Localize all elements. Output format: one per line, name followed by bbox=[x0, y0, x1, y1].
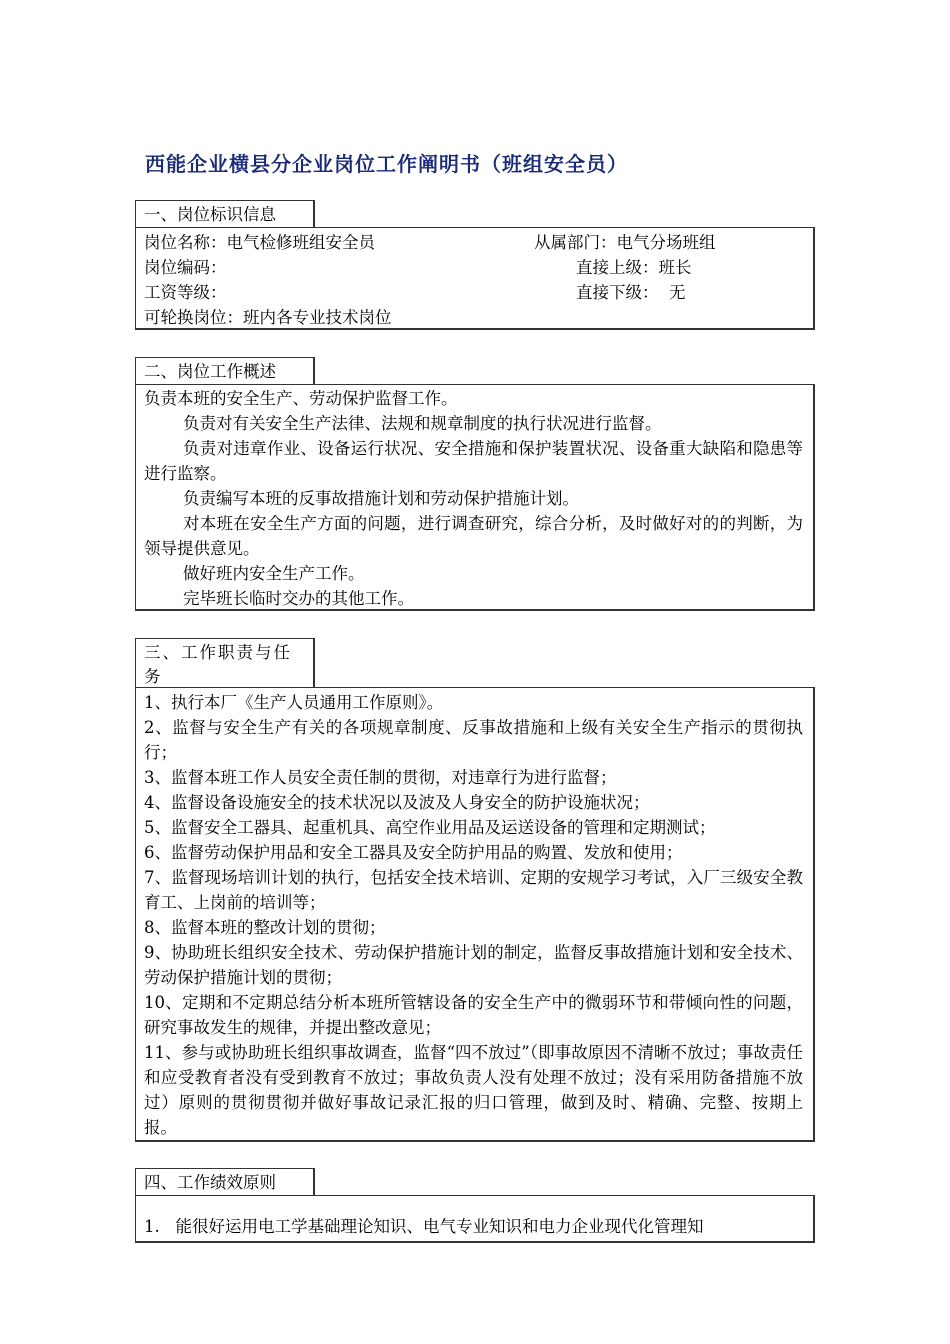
pay-grade: 工资等级： bbox=[144, 283, 227, 302]
section-4-heading: 四、工作绩效原则 bbox=[135, 1168, 315, 1196]
post-code: 岗位编码： bbox=[144, 258, 227, 277]
section-2-box bbox=[135, 384, 815, 611]
performance-line: 1. 能很好运用电工学基础理论知识、电气专业知识和电力企业现代化管理知 bbox=[144, 1217, 704, 1236]
duty-item: 9、协助班长组织安全技术、劳动保护措施计划的制定，监督反事故措施计划和安全技术、劳动保护措施计划的贯彻； bbox=[144, 943, 803, 987]
duty-item: 2、监督与安全生产有关的各项规章制度、反事故措施和上级有关安全生产指示的贯彻执行； bbox=[144, 718, 803, 762]
direct-superior: 直接上级：班长 bbox=[576, 258, 692, 277]
overview-line: 负责对违章作业、设备运行状况、安全措施和保护装置状况、设备重大缺陷和隐患等进行监察。 bbox=[144, 439, 803, 483]
section-4-box bbox=[135, 1195, 815, 1243]
overview-line: 负责对有关安全生产法律、法规和规章制度的执行状况进行监督。 bbox=[183, 414, 662, 433]
duty-item: 8、监督本班的整改计划的贯彻； bbox=[144, 918, 386, 937]
duty-item: 4、监督设备设施安全的技术状况以及波及人身安全的防护设施状况； bbox=[144, 793, 650, 812]
overview-line: 负责本班的安全生产、劳动保护监督工作。 bbox=[144, 389, 458, 408]
duty-item: 3、监督本班工作人员安全责任制的贯彻，对违章行为进行监督； bbox=[144, 768, 617, 787]
section-3-heading: 三、工作职责与任务 bbox=[135, 638, 315, 688]
post-name: 岗位名称：电气检修班组安全员 bbox=[144, 233, 375, 252]
section-1-box bbox=[135, 227, 815, 330]
page-title: 西能企业横县分企业岗位工作阐明书（班组安全员） bbox=[145, 152, 628, 176]
direct-subordinate: 直接下级： 无 bbox=[576, 283, 686, 302]
overview-line: 负责编写本班的反事故措施计划和劳动保护措施计划。 bbox=[183, 489, 579, 508]
duty-item: 1、执行本厂《生产人员通用工作原则》。 bbox=[144, 693, 444, 712]
overview-line: 完毕班长临时交办的其他工作。 bbox=[183, 589, 414, 608]
department: 从属部门：电气分场班组 bbox=[534, 233, 716, 252]
section-2-heading: 二、岗位工作概述 bbox=[135, 357, 315, 385]
duty-item: 5、监督安全工器具、起重机具、高空作业用品及运送设备的管理和定期测试； bbox=[144, 818, 716, 837]
overview-line: 对本班在安全生产方面的问题，进行调查研究，综合分析，及时做好对的的判断，为领导提供意见。 bbox=[144, 514, 803, 558]
duty-item: 7、监督现场培训计划的执行，包括安全技术培训、定期的安规学习考试，入厂三级安全教育工、上岗前的培训等； bbox=[144, 868, 803, 912]
rotation-post: 可轮换岗位：班内各专业技术岗位 bbox=[144, 308, 392, 327]
section-3-box bbox=[135, 687, 815, 1142]
overview-line: 做好班内安全生产工作。 bbox=[183, 564, 365, 583]
duty-item: 11、参与或协助班长组织事故调查，监督“四不放过”（即事故原因不清晰不放过；事故责任和应受教育者没有受到教育不放过；事故负责人没有处理不放过；没有采用防备措施不放过）原则的贯彻贯彻并做好事故记录汇报的归口管理，做到及时、精确、完整、按期上报。 bbox=[144, 1043, 803, 1137]
duty-item: 6、监督劳动保护用品和安全工器具及安全防护用品的购置、发放和使用； bbox=[144, 843, 683, 862]
duty-item: 10、定期和不定期总结分析本班所管辖设备的安全生产中的微弱环节和带倾向性的问题，研究事故发生的规律，并提出整改意见； bbox=[144, 993, 803, 1037]
section-1-heading: 一、岗位标识信息 bbox=[135, 200, 315, 228]
